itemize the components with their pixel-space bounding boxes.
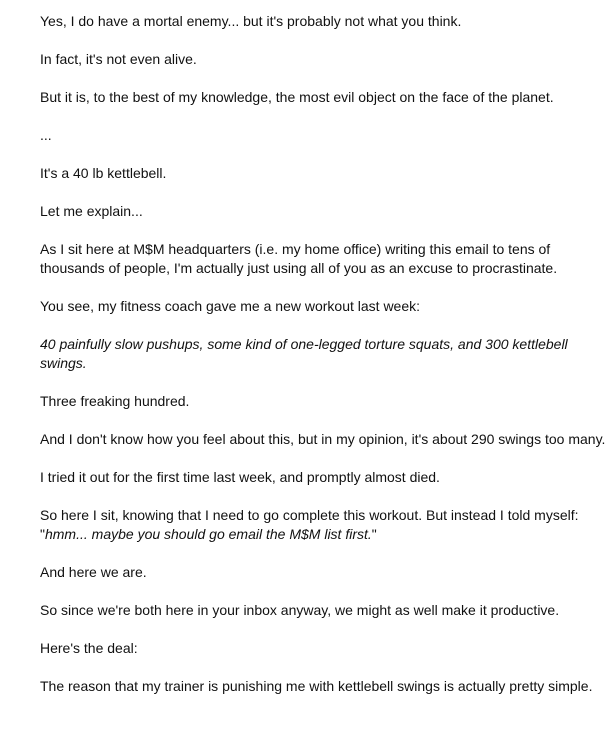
told-myself-quote: hmm... maybe you should go email the M$M list first. (44, 526, 372, 542)
paragraph-workout-italic: 40 painfully slow pushups, some kind of one-legged torture squats, and 300 kettlebell swings. (40, 336, 568, 371)
email-body (40, 12, 606, 715)
told-myself-lead: So here I sit, knowing that I need to go complete this workout. But instead I told myself: " (40, 507, 579, 542)
paragraph-mortal-enemy: Yes, I do have a mortal enemy... but it's probably not what you think. (40, 13, 462, 29)
paragraph-most-evil: But it is, to the best of my knowledge, the most evil object on the face of the planet. (40, 89, 554, 105)
paragraph-fitness-coach: You see, my fitness coach gave me a new workout last week: (40, 298, 421, 314)
paragraph-kettlebell: It's a 40 lb kettlebell. (40, 165, 167, 181)
paragraph-ellipsis: ... (40, 127, 52, 143)
told-myself-tail: " (371, 526, 377, 542)
paragraph-let-me-explain: Let me explain... (40, 203, 143, 219)
paragraph-productive: So since we're both here in your inbox anyway, we might as well make it productive. (40, 602, 560, 618)
paragraph-not-alive: In fact, it's not even alive. (40, 51, 197, 67)
paragraph-here-we-are: And here we are. (40, 564, 147, 580)
paragraph-the-deal: Here's the deal: (40, 640, 138, 656)
paragraph-reason-trainer: The reason that my trainer is punishing me with kettlebell swings is actually pretty simple. (40, 678, 593, 694)
paragraph-procrastinate: As I sit here at M$M headquarters (i.e. my home office) writing this email to tens of thousands of people, I'm actually just using all of you as an excuse to procrastinate. (40, 241, 558, 276)
paragraph-three-hundred: Three freaking hundred. (40, 393, 190, 409)
paragraph-almost-died: I tried it out for the first time last week, and promptly almost died. (40, 469, 440, 485)
paragraph-too-many: And I don't know how you feel about this, but in my opinion, it's about 290 swings too many. (40, 431, 606, 447)
paragraph-told-myself (40, 506, 606, 544)
